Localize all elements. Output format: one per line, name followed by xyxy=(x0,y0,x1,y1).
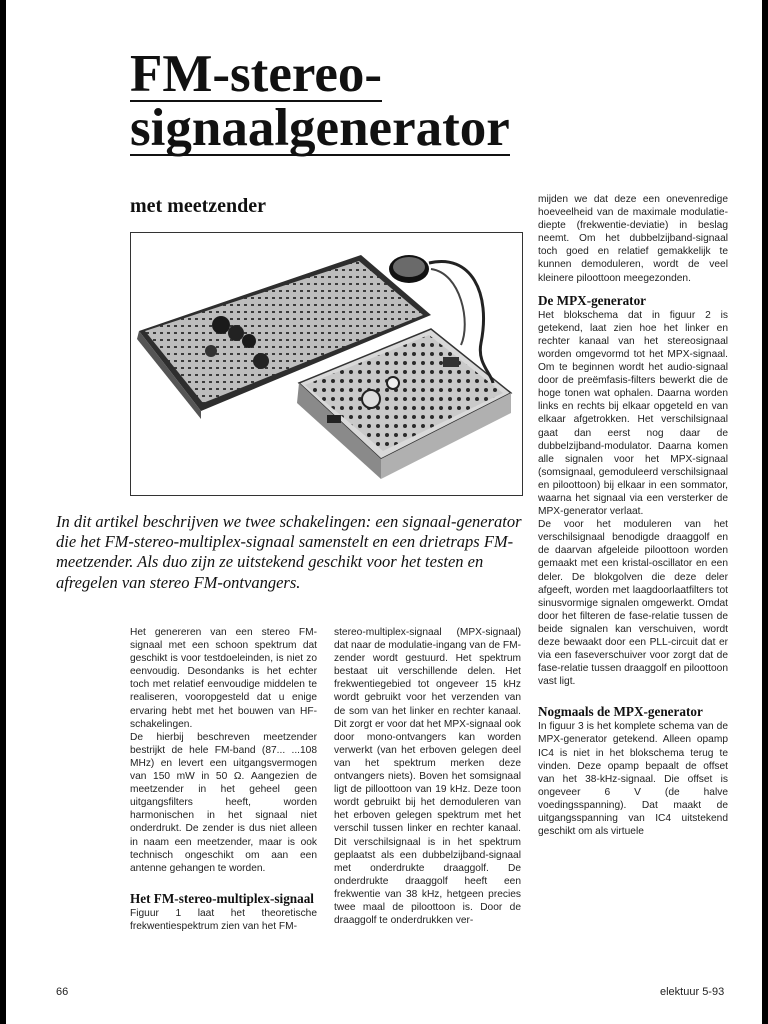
paragraph: De voor het moduleren van het verschilsignaal benodigde draaggolf en de daarvan afgeleide piloottoon worden gemaakt met een kristal-oscillator en een deler. De blokgolven die deze deler afgeeft, worden met laagdoorlaatfilters tot sinusvormige signalen omgewerkt. Omdat door het filteren de fase-relatie tussen de beide signalen kan verschuiven, wordt deze bewaakt door een PLL-circuit dat er via een faseverschuiver voor zorgt dat de fase-relatie tussen draaggolf en piloottoon vast ligt. xyxy=(538,519,728,688)
article-title xyxy=(130,45,730,157)
article-subtitle: met meetzender xyxy=(130,195,267,217)
text-column-2 xyxy=(334,626,521,927)
text-column-3 xyxy=(538,193,728,838)
page-number: 66 xyxy=(56,986,69,998)
section-heading: Nogmaals de MPX-generator xyxy=(538,704,703,720)
issue-label: elektuur 5-93 xyxy=(660,986,725,998)
text-column-1 xyxy=(130,626,317,933)
section-heading: De MPX-generator xyxy=(538,292,647,308)
circuit-board-illustration xyxy=(131,233,522,495)
paragraph: stereo-multiplex-signaal (MPX-signaal) dat naar de modulatie-ingang van de FM-zender wordt gestuurd. Het spektrum bestaat uit verschillende delen. Het frekwentiegebied tot ongeveer 15 kHz wordt gebruikt voor het verzenden van de som van het linker en rechter kanaal. Dit zorgt er voor dat het MPX-signaal ook door mono-ontvangers kan worden verwerkt (van het erboven gelegen deel van het spektrum merken deze ontvangers niets). Boven het somsignaal ligt de pilloottoon van 19 kHz. Deze toon wordt gebruikt bij het demoduleren van het erboven gelegen spektrum met het verschil tussen linker en rechter kanaal. Dit verschilsignaal is in het spektrum geplaatst als een dubbelzijband-signaal met onderdrukte draaggolf. De onderdrukte draaggolf heeft een frekwentie van 38 kHz, hetgeen precies twee maal de piloottoon is. Door de draaggolf te onderdrukken ver- xyxy=(334,627,521,927)
paragraph: De hierbij beschreven meetzender bestrijkt de hele FM-band (87... ...108 MHz) en levert een uitgangsvermogen van 150 mW in 50 Ω. Aangezien de meetzender in het geheel geen uitgangsfilters heeft, worden harmonischen in het signaal niet onderdrukt. De zender is dus niet alleen in naam een meetzender, maar is ook technisch ongeschikt om aan een antenne gehangen te worden. xyxy=(130,731,317,874)
circuit-board-photo xyxy=(130,232,523,496)
paragraph: Het genereren van een stereo FM-signaal met een schoon spektrum dat geschikt is voor testdoeleinden, is niet zo eenvoudig. Desondanks is het echter toch met relatief eenvoudige middelen te realiseren, vooropgesteld dat u enige ervaring hebt met het bouwen van HF-schakelingen. xyxy=(130,627,317,730)
paragraph: In figuur 3 is het komplete schema van de MPX-generator getekend. Alleen opamp IC4 is niet in het blokschema terug te vinden. Deze opamp bepaalt de offset van het 38-kHz-signaal. Die offset is ongeveer 6 V (de halve voedingsspanning). Dat maakt de uitgangsspanning van IC4 uitstekend geschikt om als virtuele xyxy=(538,721,728,838)
title-line-1: FM-stereo- xyxy=(130,45,383,103)
scan-edge-left xyxy=(0,0,6,1024)
section-heading: Het FM-stereo-multiplex-signaal xyxy=(130,890,314,906)
paragraph: mijden we dat deze een onevenredige hoeveelheid van de maximale modulatie-diepte (frekwentie-deviatie) in beslag neemt. Om het dubbelzijband-signaal toch goed en relatief gemakkelijk te kunnen demoduleren, wordt de veel kleinere piloottoon meegezonden. xyxy=(538,194,728,284)
lead-paragraph: In dit artikel beschrijven we twee schakelingen: een signaal-generator die het FM-stereo-multiplex-signaal samenstelt en een drietraps FM-meetzender. Als duo zijn ze uitstekend geschikt voor het testen en afregelen van stereo FM-ontvangers. xyxy=(56,512,522,592)
title-line-2: signaalgenerator xyxy=(130,99,510,157)
scan-edge-right xyxy=(762,0,768,1024)
paragraph: Figuur 1 laat het theoretische frekwentiespektrum zien van het FM- xyxy=(130,907,317,932)
paragraph: Het blokschema dat in figuur 2 is getekend, laat zien hoe het linker en rechter kanaal van het stereosignaal worden omgevormd tot het MPX-signaal. Om te beginnen wordt het audio-signaal door de preëmfasis-filters bewerkt die de hoge tonen wat ophalen. Daarna worden links en rechts bij elkaar opgeteld en van elkaar afgetrokken. Het verschilsignaal gaat dan eerst nog daar de dubbelzijband-modulator. Daarna komen alle signalen voor het MPX-signaal (somsignaal, gemoduleerd verschilsignaal en piloottoon) bij elkaar in een sommator, waarna het signaal via een versterker de MPX-generator verlaat. xyxy=(538,309,728,518)
